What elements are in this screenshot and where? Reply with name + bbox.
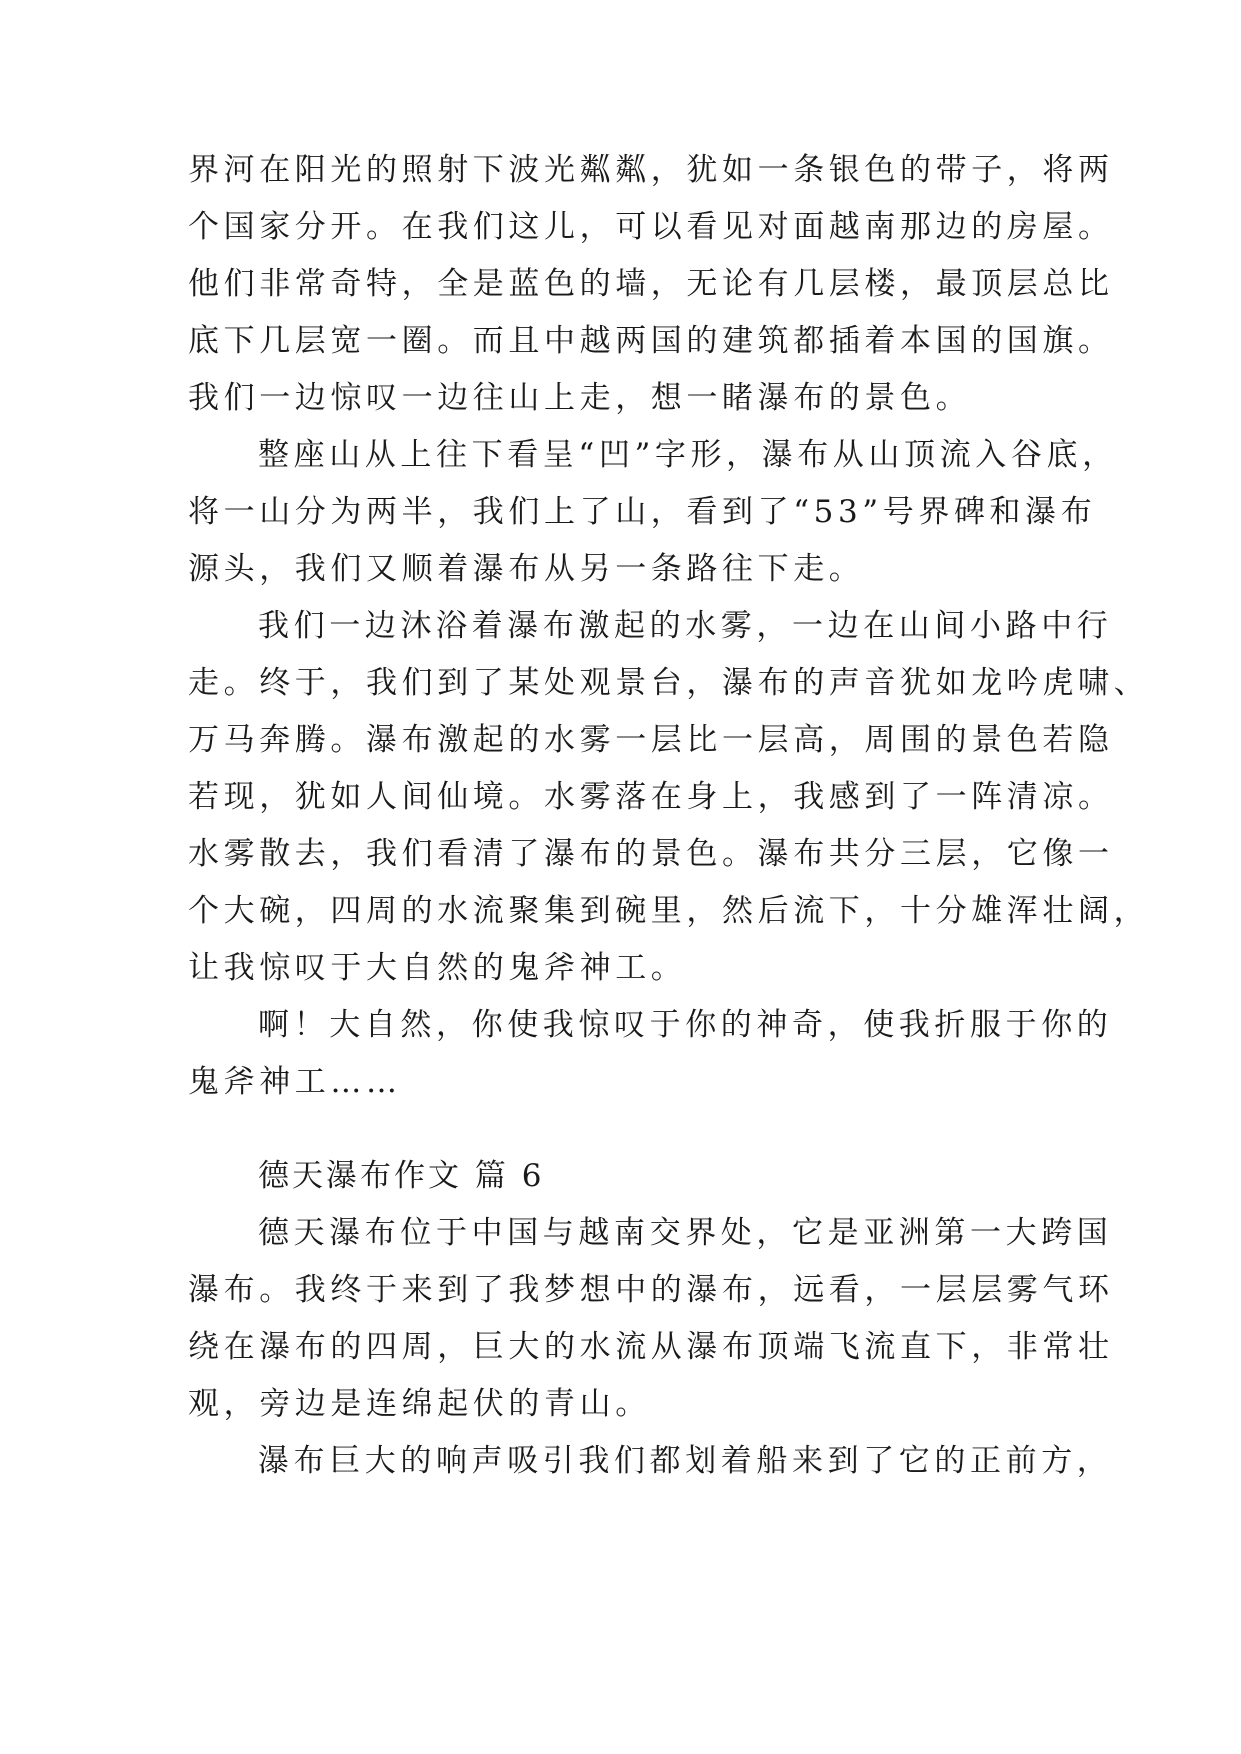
text-line: 界河在阳光的照射下波光粼粼，犹如一条银色的带子，将两 [188,152,1114,188]
text-line: 整座山从上往下看呈“凹”字形，瀑布从山顶流入谷底， [258,437,1118,473]
text-line: 将一山分为两半，我们上了山，看到了“53”号界碑和瀑布 [188,494,1097,530]
text-line: 万马奔腾。瀑布激起的水雾一层比一层高，周围的景色若隐 [188,722,1114,758]
text-line: 我们一边沐浴着瀑布激起的水雾，一边在山间小路中行 [258,608,1113,644]
text-line: 德天瀑布位于中国与越南交界处，它是亚洲第一大跨国 [258,1215,1113,1251]
text-line: 底下几层宽一圈。而且中越两国的建筑都插着本国的国旗。 [188,323,1114,359]
text-line: 瀑布。我终于来到了我梦想中的瀑布，远看，一层层雾气环 [188,1272,1114,1308]
text-line: 瀑布巨大的响声吸引我们都划着船来到了它的正前方， [258,1443,1113,1479]
text-line: 走。终于，我们到了某处观景台，瀑布的声音犹如龙吟虎啸、 [188,665,1150,701]
text-line: 我们一边惊叹一边往山上走，想一睹瀑布的景色。 [188,380,972,416]
text-line: 个大碗，四周的水流聚集到碗里，然后流下，十分雄浑壮阔， [188,893,1150,929]
text-line: 绕在瀑布的四周，巨大的水流从瀑布顶端飞流直下，非常壮 [188,1329,1114,1365]
text-line: 若现，犹如人间仙境。水雾落在身上，我感到了一阵清凉。 [188,779,1114,815]
text-line: 啊！大自然，你使我惊叹于你的神奇，使我折服于你的 [258,1007,1113,1043]
text-line: 个国家分开。在我们这儿，可以看见对面越南那边的房屋。 [188,209,1114,245]
text-line: 让我惊叹于大自然的鬼斧神工。 [188,950,687,986]
text-line: 他们非常奇特，全是蓝色的墙，无论有几层楼，最顶层总比 [188,266,1114,302]
text-line: 源头，我们又顺着瀑布从另一条路往下走。 [188,551,865,587]
text-line: 观，旁边是连绵起伏的青山。 [188,1386,651,1422]
text-line: 水雾散去，我们看清了瀑布的景色。瀑布共分三层，它像一 [188,836,1114,872]
section-heading: 德天瀑布作文 篇 6 [258,1158,545,1194]
text-line: 鬼斧神工…… [188,1064,402,1100]
